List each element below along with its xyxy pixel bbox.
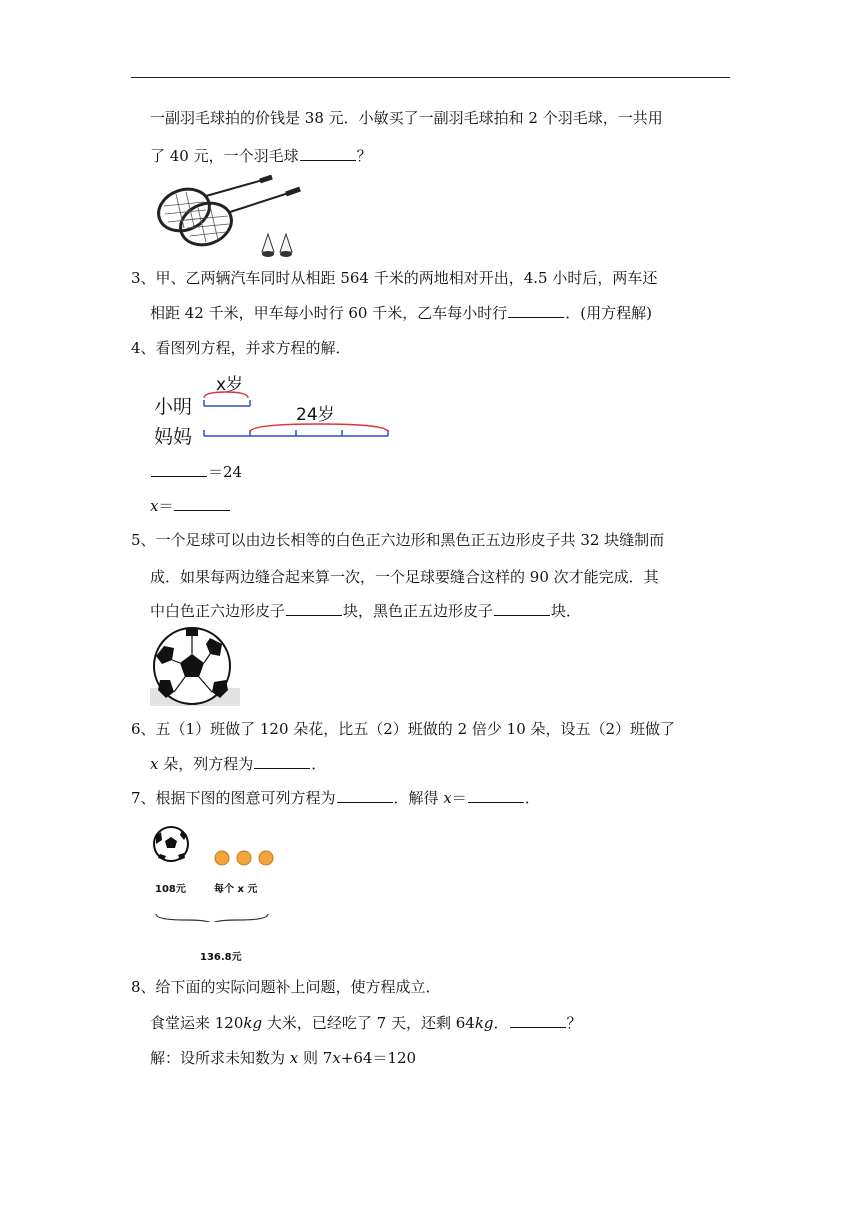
q8-line1 xyxy=(150,1013,582,1033)
var-x: x xyxy=(289,1049,299,1067)
q4-eq1 xyxy=(150,462,242,482)
q8-title: 8、给下面的实际问题补上问题，使方程成立． xyxy=(131,978,441,996)
q4-eq2 xyxy=(150,496,231,516)
q8-solution-mid: 则 7 xyxy=(298,1049,333,1067)
answer-blank[interactable] xyxy=(254,754,310,769)
badminton-racket-image xyxy=(150,172,320,258)
var-x: x xyxy=(150,497,159,515)
q5-line2: 成．如果每两边缝合起来算一次，一个足球要缝合这样的 90 次才能完成．其 xyxy=(150,568,659,586)
q3-line2 xyxy=(150,303,652,323)
answer-blank[interactable] xyxy=(174,496,230,511)
unit-kg: kg xyxy=(474,1014,494,1032)
answer-blank[interactable] xyxy=(494,601,550,616)
ping-pong-ball-icon xyxy=(259,851,273,865)
q7-text-mid: ．解得 xyxy=(393,789,444,807)
q4-eq1-text: ＝24 xyxy=(208,463,243,481)
each-price-label: 每个 x 元 xyxy=(214,884,258,895)
q8-text: 食堂运来 120 xyxy=(150,1014,244,1032)
q5-text-end: 块． xyxy=(551,602,582,620)
answer-blank[interactable] xyxy=(286,601,342,616)
q5-line1: 5、一个足球可以由边长相等的白色正六边形和黑色正五边形皮子共 32 块缝制而 xyxy=(131,531,665,549)
ping-pong-ball-icon xyxy=(215,851,229,865)
q2-text: 了 40 元，一个羽毛球 xyxy=(150,147,299,165)
q4-age-diagram xyxy=(150,370,400,450)
answer-blank[interactable] xyxy=(510,1013,566,1028)
q6-text-end: ． xyxy=(311,755,327,773)
total-brace xyxy=(156,914,268,922)
label-x-age: x岁 xyxy=(216,375,244,395)
q7-price-graphic xyxy=(150,822,280,922)
bar-segments xyxy=(150,370,400,450)
q3-text-end: ．(用方程解) xyxy=(565,304,652,322)
q7-price-diagram xyxy=(150,822,280,964)
q8-text-end: ？ xyxy=(566,1014,582,1032)
unit-kg: kg xyxy=(243,1014,263,1032)
q7-text-end: ． xyxy=(524,789,540,807)
q4-title: 4、看图列方程，并求方程的解． xyxy=(131,339,351,357)
answer-blank[interactable] xyxy=(300,146,356,161)
q2-line1: 一副羽毛球拍的价钱是 38 元．小敏买了一副羽毛球拍和 2 个羽毛球，一共用 xyxy=(150,109,663,127)
equals-sign: ＝ xyxy=(158,497,174,515)
q8-text-mid: 大米，已经吃了 7 天，还剩 64 xyxy=(262,1014,475,1032)
q5-line3 xyxy=(150,601,581,621)
q8-solution-end: +64＝120 xyxy=(340,1049,417,1067)
ping-pong-ball-icon xyxy=(237,851,251,865)
q5-text-mid: 块，黑色正五边形皮子 xyxy=(343,602,494,620)
answer-blank[interactable] xyxy=(468,788,524,803)
header-rule xyxy=(131,77,730,78)
answer-blank[interactable] xyxy=(508,303,564,318)
label-mama: 妈妈 xyxy=(154,426,193,448)
q2-text-end: ？ xyxy=(356,147,372,165)
answer-blank[interactable] xyxy=(337,788,393,803)
total-price-label: 136.8元 xyxy=(200,952,242,963)
q8-text-period: ． xyxy=(493,1014,509,1032)
ball-price-label: 108元 xyxy=(155,884,186,895)
label-24-age: 24岁 xyxy=(296,405,335,425)
q3-text: 相距 42 千米，甲车每小时行 60 千米，乙车每小时行 xyxy=(150,304,508,322)
var-x: x xyxy=(150,755,159,773)
q3-line1: 3、甲、乙两辆汽车同时从相距 564 千米的两地相对开出，4.5 小时后，两车还 xyxy=(131,269,658,287)
q8-line2 xyxy=(150,1048,416,1068)
var-x: x xyxy=(443,789,452,807)
equals-sign: ＝ xyxy=(451,789,467,807)
q6-line2 xyxy=(150,754,326,774)
q2-line2 xyxy=(150,146,372,166)
q7-line xyxy=(131,788,540,808)
q8-solution-text: 解：设所求未知数为 xyxy=(150,1049,290,1067)
q7-text: 7、根据下图的图意可列方程为 xyxy=(131,789,336,807)
soccer-ball-image xyxy=(150,626,240,708)
answer-blank[interactable] xyxy=(151,462,207,477)
q5-text: 中白色正六边形皮子 xyxy=(150,602,286,620)
var-x: x xyxy=(332,1049,341,1067)
q6-text: 朵，列方程为 xyxy=(158,755,254,773)
label-xiaoming: 小明 xyxy=(154,396,193,418)
q6-line1: 6、五（1）班做了 120 朵花，比五（2）班做的 2 倍少 10 朵，设五（2）班做了 xyxy=(131,720,676,738)
